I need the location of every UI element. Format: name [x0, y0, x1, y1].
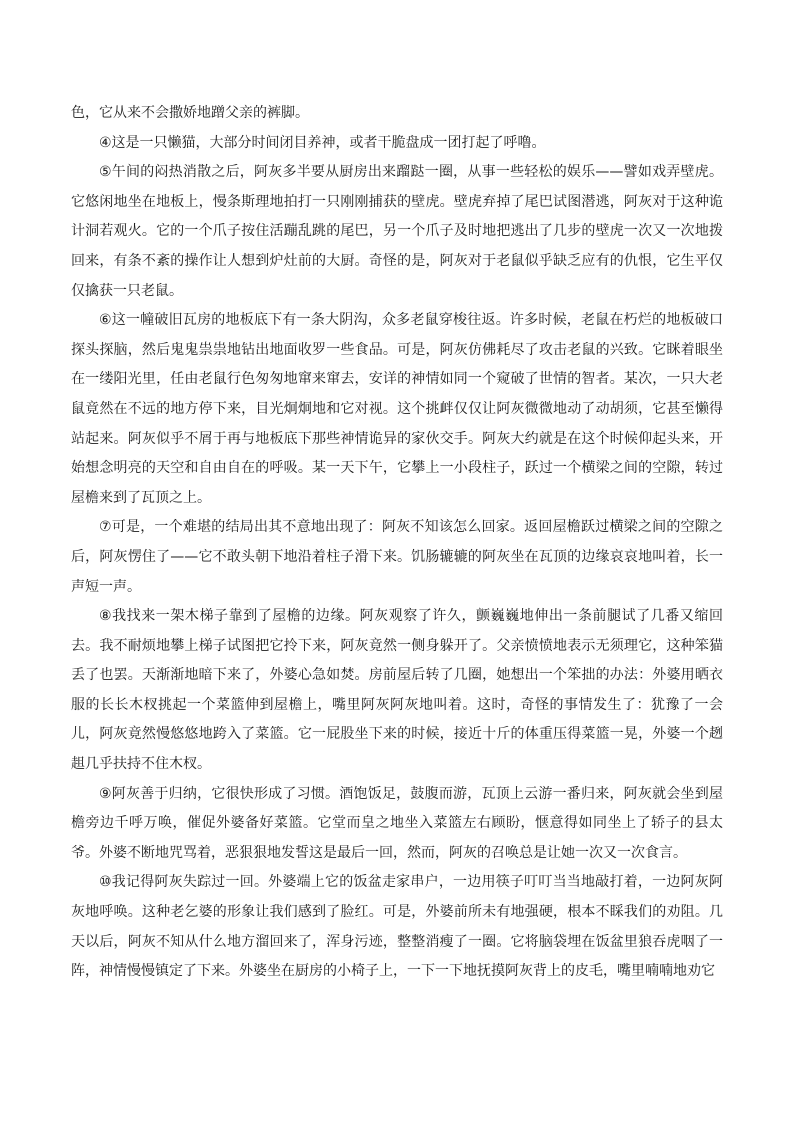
paragraph-5: ⑤午间的闷热消散之后，阿灰多半要从厨房出来蹓跶一圈，从事一些轻松的娱乐——譬如戏弄壁虎。它悠闲地坐在地板上，慢条斯理地拍打一只刚刚捕获的壁虎。壁虎弃掉了尾巴试图潜逃，阿灰对于这种诡计洞若观火。它的一个爪子按住活蹦乱跳的尾巴，另一个爪子及时地把逃出了几步的壁虎一次又一次地拨回来，有条不紊的操作让人想到炉灶前的大厨。奇怪的是，阿灰对于老鼠似乎缺乏应有的仇恨，它生平仅仅擒获一只老鼠。	[71, 164, 723, 299]
paragraph-continuation: 色，它从来不会撒娇地蹭父亲的裤脚。	[71, 105, 309, 121]
paragraph-6: ⑥这一幢破旧瓦房的地板底下有一条大阴沟，众多老鼠穿梭往返。许多时候，老鼠在朽烂的地板破口探头探脑，然后鬼鬼祟祟地钻出地面收罗一些食品。可是，阿灰仿佛耗尽了攻击老鼠的兴致。它眯着眼坐在一缕阳光里，任由老鼠行色匆匆地窜来窜去，安详的神情如同一个窥破了世情的智者。某次，一只大老鼠竟然在不远的地方停下来，目光炯炯地和它对视。这个挑衅仅仅让阿灰微微地动了动胡须，它甚至懒得站起来。阿灰似乎不屑于再与地板底下那些神情诡异的家伙交手。阿灰大约就是在这个时候仰起头来，开始想念明亮的天空和自由自在的呼吸。某一天下午，它攀上一小段柱子，跃过一个横梁之间的空隙，转过屋檐来到了瓦顶之上。	[71, 312, 723, 506]
paragraph-4: ④这是一只懒猫，大部分时间闭目养神，或者干脆盘成一团打起了呼噜。	[99, 134, 546, 151]
document-page	[71, 99, 723, 987]
paragraph-8: ⑧我找来一架木梯子靠到了屋檐的边缘。阿灰观察了许久，颤巍巍地伸出一条前腿试了几番又缩回去。我不耐烦地攀上梯子试图把它拎下来，阿灰竟然一侧身躲开了。父亲愤愤地表示无须理它，这种笨猫丢了也罢。天渐渐地暗下来了，外婆心急如焚。房前屋后转了几圈，她想出一个笨拙的办法：外婆用晒衣服的长长木杈挑起一个菜篮伸到屋檐上，嘴里阿灰阿灰地叫着。这时，奇怪的事情发生了：犹豫了一会儿，阿灰竟然慢悠悠地跨入了菜篮。它一屁股坐下来的时候，接近十斤的体重压得菜篮一晃，外婆一个趔趄几乎扶持不住木杈。	[71, 608, 723, 773]
paragraph-9: ⑨阿灰善于归纳，它很快形成了习惯。酒饱饭足，鼓腹而游，瓦顶上云游一番归来，阿灰就会坐到屋檐旁边千呼万唤，催促外婆备好菜篮。它堂而皇之地坐入菜篮左右顾盼，惬意得如同坐上了轿子的县太爷。外婆不断地咒骂着，恶狠狠地发誓这是最后一回，然而，阿灰的召唤总是让她一次又一次食言。	[71, 785, 723, 861]
paragraph-10: ⑩我记得阿灰失踪过一回。外婆端上它的饭盆走家串户，一边用筷子叮叮当当地敲打着，一边阿灰阿灰地呼唤。这种老乞婆的形象让我们感到了脸红。可是，外婆前所未有地强硬，根本不睬我们的劝阻。几天以后，阿灰不知从什么地方溜回来了，浑身污迹，整整消瘦了一圈。它将脑袋埋在饭盆里狼吞虎咽了一阵，神情慢慢镇定了下来。外婆坐在厨房的小椅子上，一下一下地抚摸阿灰背上的皮毛，嘴里喃喃地劝它	[71, 874, 723, 980]
paragraph-7: ⑦可是，一个难堪的结局出其不意地出现了：阿灰不知该怎么回家。返回屋檐跃过横梁之间的空隙之后，阿灰愣住了——它不敢头朝下地沿着柱子滑下来。饥肠辘辘的阿灰坐在瓦顶的边缘哀哀地叫着，长一声短一声。	[71, 519, 723, 595]
